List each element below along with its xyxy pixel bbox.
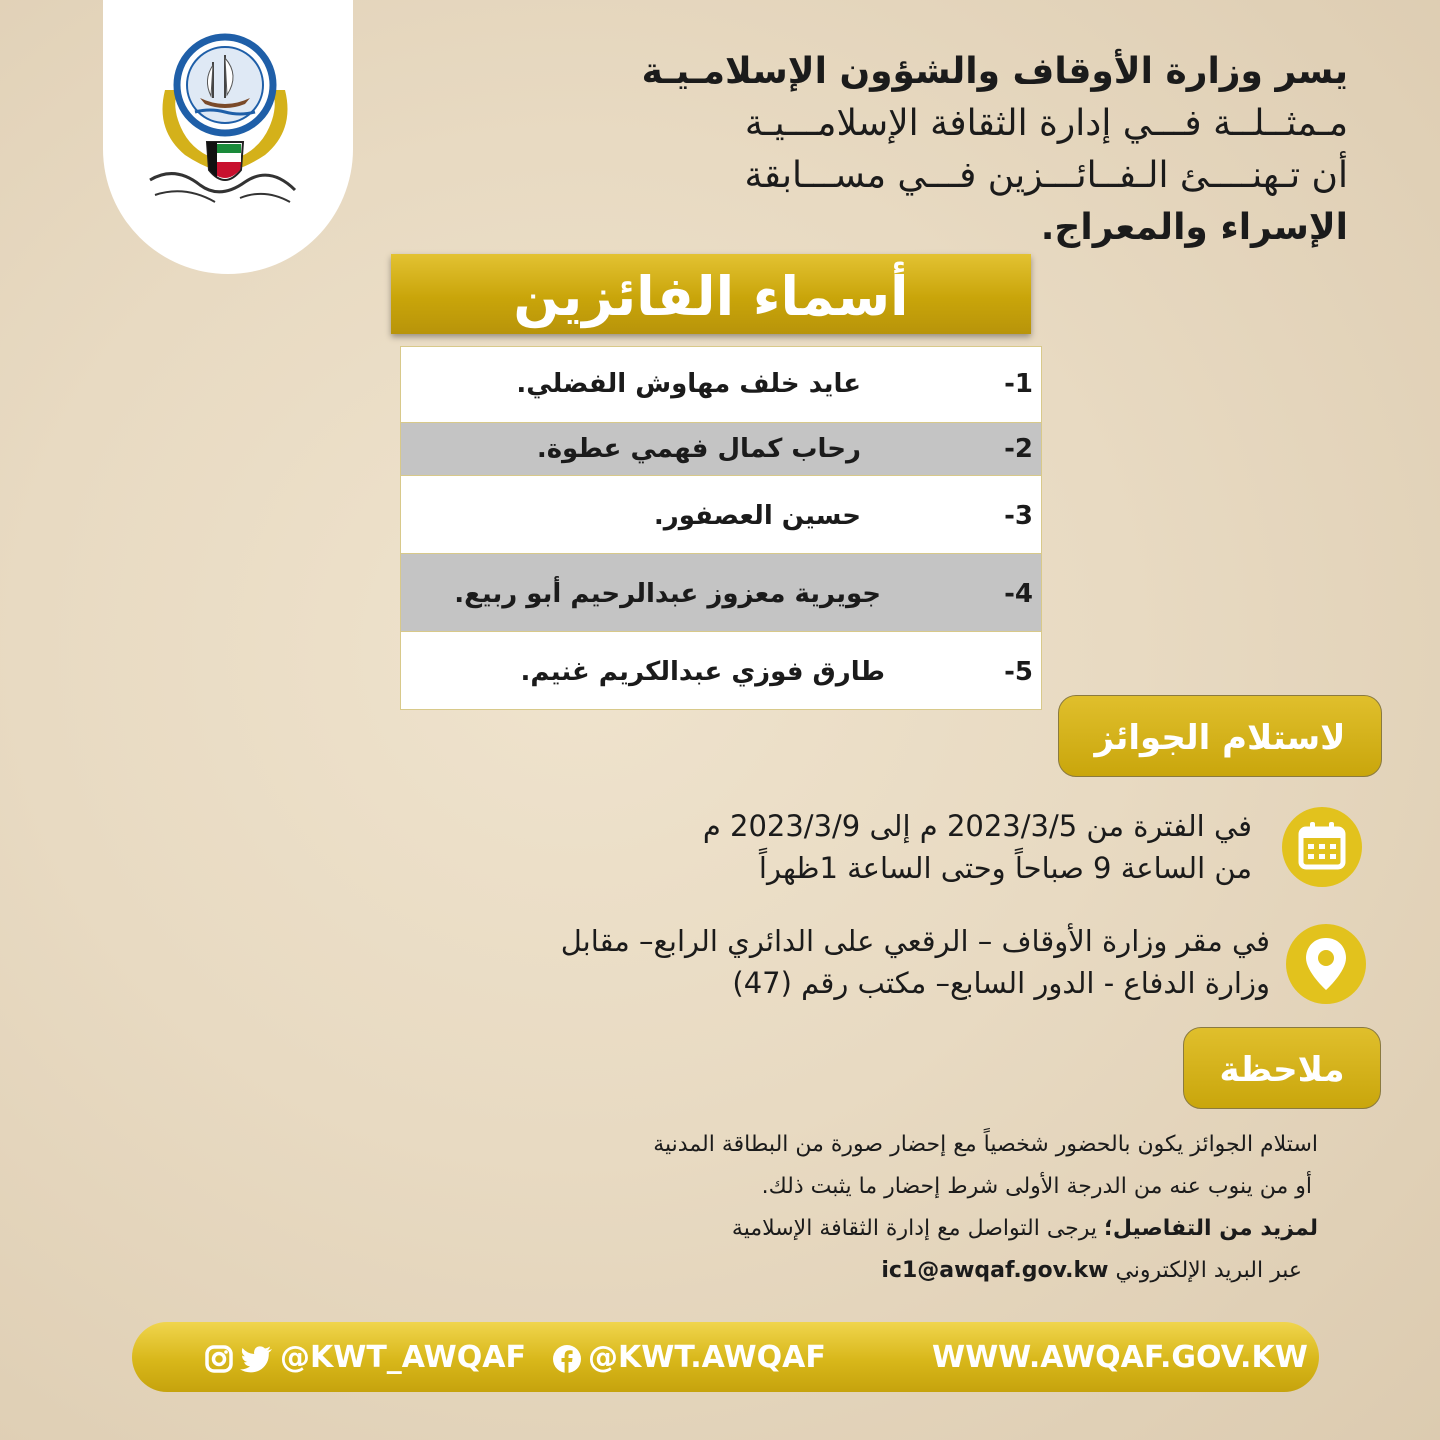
note-line-4: [418, 1250, 1318, 1292]
footer-social-instagram-twitter[interactable]: [204, 1322, 526, 1394]
website-link[interactable]: WWW.AWQAF.GOV.KW: [932, 1340, 1308, 1375]
note-label: ملاحظة: [1183, 1027, 1381, 1109]
note-line-1: استلام الجوائز يكون بالحضور شخصياً مع إحضار صورة من البطاقة المدنية: [653, 1132, 1318, 1157]
winner-name: حسين العصفور.: [653, 501, 861, 531]
row-number: -4: [1004, 579, 1033, 609]
intro-text: [641, 46, 1348, 254]
winners-heading: أسماء الفائزين: [391, 254, 1031, 334]
row-number: -1: [1004, 369, 1033, 399]
note-line-3: [418, 1208, 1318, 1250]
social-handle-1: @KWT_AWQAF: [280, 1340, 526, 1375]
location-line-2: وزارة الدفاع - الدور السابع– مكتب رقم (47): [732, 966, 1270, 1000]
period-info: [703, 805, 1252, 889]
email-link[interactable]: ic1@awqaf.gov.kw: [881, 1258, 1109, 1283]
instagram-icon[interactable]: [204, 1344, 234, 1374]
social-handle-2: @KWT.AWQAF: [588, 1340, 826, 1375]
ministry-logo: [145, 20, 315, 210]
location-pin-icon: [1286, 924, 1366, 1004]
table-row: [401, 423, 1041, 476]
intro-line-4: الإسراء والمعراج.: [1040, 207, 1348, 248]
footer-social-facebook[interactable]: [552, 1322, 826, 1394]
row-number: -2: [1004, 434, 1033, 464]
facebook-icon[interactable]: [552, 1344, 582, 1374]
location-line-1: في مقر وزارة الأوقاف – الرقعي على الدائري الرابع– مقابل: [560, 924, 1270, 958]
twitter-icon[interactable]: [240, 1344, 274, 1374]
footer-bar: [132, 1322, 1319, 1392]
intro-line-3: أن تـهنــــئ الـفــائـــزين فـــي مســـابقة: [744, 155, 1348, 196]
intro-line-2: مـمثــلــة فـــي إدارة الثقافة الإسلامـــيـة: [744, 103, 1348, 144]
receive-prizes-label: لاستلام الجوائز: [1058, 695, 1382, 777]
location-info: [561, 920, 1270, 1004]
note-line-2: أو من ينوب عنه من الدرجة الأولى شرط إحضار ما يثبت ذلك.: [761, 1174, 1312, 1199]
intro-line-1: يسر وزارة الأوقاف والشؤون الإسلامـيـة: [641, 51, 1348, 92]
row-number: -5: [1004, 657, 1033, 687]
winner-name: جويرية معزوز عبدالرحيم أبو ربيع.: [454, 579, 881, 609]
email-prefix: عبر البريد الإلكتروني: [1108, 1258, 1302, 1283]
table-row: [401, 347, 1041, 423]
table-row: [401, 632, 1041, 709]
winner-name: رحاب كمال فهمي عطوة.: [536, 434, 861, 464]
calendar-icon: [1282, 807, 1362, 887]
row-number: -3: [1004, 501, 1033, 531]
winner-name: طارق فوزي عبدالكريم غنيم.: [520, 657, 885, 687]
winners-table: [400, 346, 1042, 710]
table-row: [401, 476, 1041, 554]
table-row: [401, 554, 1041, 632]
winner-name: عايد خلف مهاوش الفضلي.: [516, 369, 861, 399]
note-text: [418, 1124, 1318, 1292]
contact-text: يرجى التواصل مع إدارة الثقافة الإسلامية: [731, 1216, 1105, 1241]
period-hours: من الساعة 9 صباحاً وحتى الساعة 1ظهراً: [758, 851, 1252, 885]
more-details-label: لمزيد من التفاصيل؛: [1104, 1216, 1318, 1241]
logo-card: [103, 0, 353, 274]
period-dates: في الفترة من 2023/3/5 م إلى 2023/3/9 م: [702, 809, 1252, 843]
